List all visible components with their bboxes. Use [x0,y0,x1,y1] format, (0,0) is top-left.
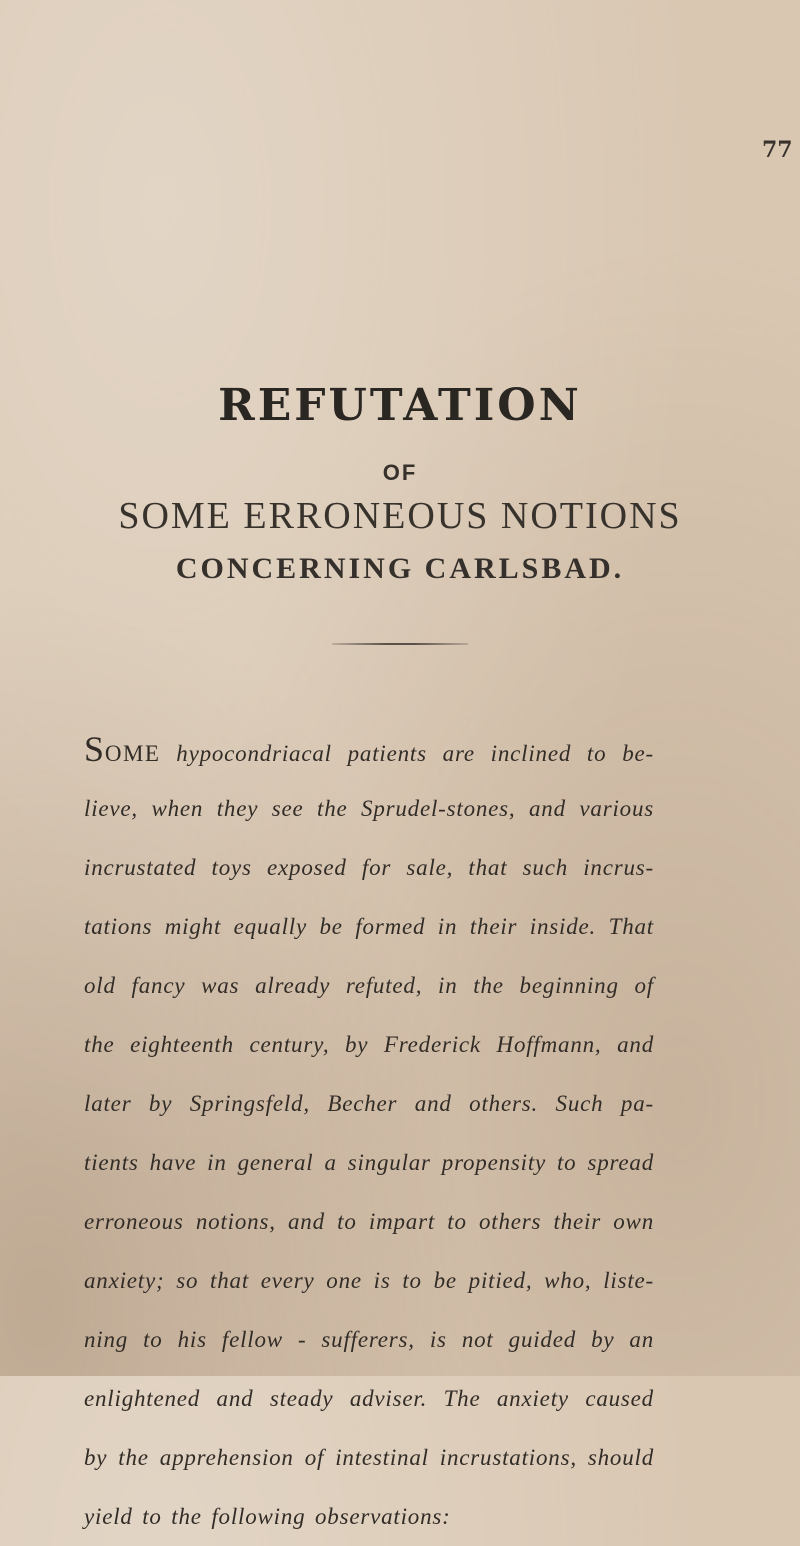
paragraph-line: tients have in general a singular propensity to spread [84,1150,654,1175]
paragraph-line: erroneous notions, and to impart to others their own [84,1209,654,1234]
paragraph-line: enlightened and steady adviser. The anxiety caused [84,1386,654,1411]
paragraph-line: lieve, when they see the Sprudel-stones, and various [84,796,654,821]
paragraph-line: tations might equally be formed in their inside. That [84,914,654,939]
ornamental-rule [332,643,468,645]
paragraph-line: old fancy was already refuted, in the beginning of [84,973,654,998]
paragraph-line: the eighteenth century, by Frederick Hoffmann, and [84,1032,654,1057]
paragraph-line: by the apprehension of intestinal incrustations, should [84,1445,654,1470]
paragraph-line: yield to the following observations: [84,1504,451,1529]
title-connector: OF [382,460,418,485]
paragraph-line: anxiety; so that every one is to be pitied, who, liste- [84,1268,654,1293]
paragraph-line [84,720,654,779]
first-word-small-caps: OME [104,741,161,766]
paragraph-line: incrustated toys exposed for sale, that such incrus- [84,855,654,880]
subtitle-line-2: CONCERNING CARLSBAD. [175,552,625,585]
paragraph-line: ning to his fellow - sufferers, is not guided by an [84,1327,654,1352]
subtitle-line-1: SOME ERRONEOUS NOTIONS [118,495,682,537]
chapter-title: REFUTATION [218,380,582,431]
page-number: 77 [762,137,793,163]
line-text: hypocondriacal patients are inclined to be- [176,741,654,766]
body-paragraph [84,720,654,1546]
drop-cap: S [84,729,105,769]
paragraph-line: later by Springsfeld, Becher and others. Such pa- [84,1091,654,1116]
